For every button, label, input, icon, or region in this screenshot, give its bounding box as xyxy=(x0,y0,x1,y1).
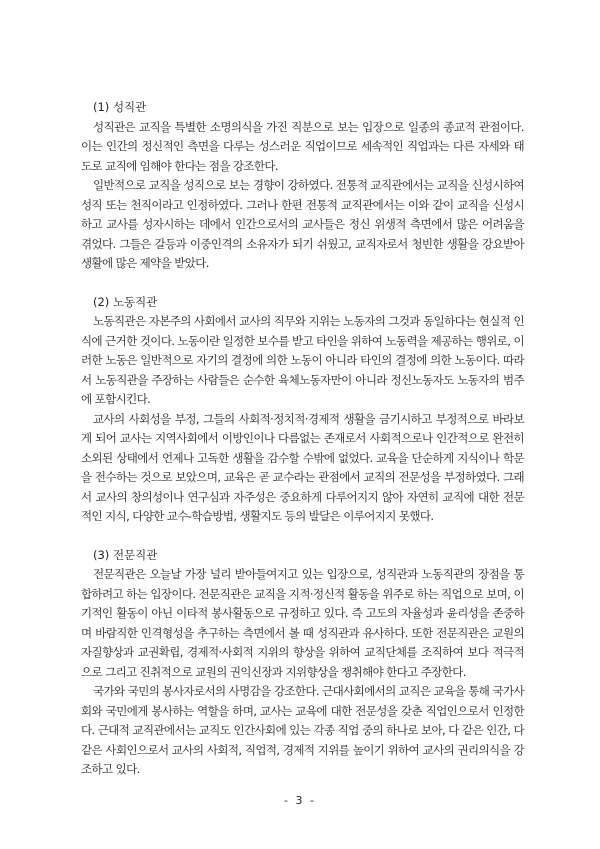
paragraph: 국가와 국민의 봉사자로서의 사명감을 강조한다. 근대사회에서의 교직은 교육을 통해 국가사회와 국민에게 봉사하는 역할을 하며, 교사는 교육에 대한 전문성을 갖춘 직업인으로서 인정한다. 근대적 교직관에서는 교직도 인간사회에 있는 각종 직업 중의 하나로 보아, 다 같은 인간, 다 같은 사회인으로서 교사의 사회적, 직업적, 경제적 지위를 높이기 위하여 교사의 권리의식을 강조하고 있다. xyxy=(81,684,524,776)
section-sacred-view xyxy=(81,98,524,274)
section-professional-view xyxy=(81,546,524,780)
document-body xyxy=(81,98,524,780)
section-heading: (2) 노동직관 xyxy=(93,294,158,309)
paragraph: 일반적으로 교직을 성직으로 보는 경향이 강하였다. 전통적 교직관에서는 교직을 신성시하여 성직 또는 천직이라고 인정하였다. 그러나 한편 전통적 교직관에서는 이와 같이 교직을 신성시하고 교사를 성자시하는 데에서 인간으로서의 교사들은 정신 위생적 측면에서 많은 어려움을 겪었다. 그들은 갈등과 이중인격의 소유자가 되기 쉬웠고, 교직자로서 청빈한 생활을 강요받아 생활에 많은 제약을 받았다. xyxy=(81,178,524,270)
section-heading: (3) 전문직관 xyxy=(93,547,158,562)
paragraph: 노동직관은 자본주의 사회에서 교사의 직무와 지위는 노동자의 그것과 동일하다는 현실적 인식에 근거한 것이다. 노동이란 일정한 보수를 받고 타인을 위하여 노동력을 제공하는 행위로, 이러한 노동은 일반적으로 자기의 결정에 의한 노동이 아니라 타인의 결정에 의한 노동이다. 따라서 노동직관을 주장하는 사람들은 순수한 육체노동자만이 아니라 정신노동자도 노동자의 범주에 포함시킨다. xyxy=(81,314,524,406)
section-heading: (1) 성직관 xyxy=(93,100,147,114)
section-labor-view xyxy=(81,293,524,527)
paragraph: 전문직관은 오늘날 가장 널리 받아들여지고 있는 입장으로, 성직관과 노동직관의 장점을 통합하려고 하는 입장이다. 전문직관은 교직을 지적·정신적 활동을 위주로 하는 직업으로 보며, 이기적인 활동이 아닌 이타적 봉사활동으로 규정하고 있다. 즉 고도의 자율성과 윤리성을 존중하며 바람직한 인격형성을 추구하는 측면에서 볼 때 성직관과 유사하다. 또한 전문직관은 교원의 자질향상과 교권확립, 경제적·사회적 지위의 향상을 위하여 교직단체를 조직하여 보다 적극적으로 그리고 진취적으로 교원의 권익신장과 지위향상을 쟁취해야 한다고 주장한다. xyxy=(81,567,524,679)
page-number: - 3 - xyxy=(284,794,316,807)
paragraph: 성직관은 교직을 특별한 소명의식을 가진 직분으로 보는 입장으로 일종의 종교적 관점이다. 이는 인간의 정신적인 측면을 다루는 성스러운 직업이므로 세속적인 직업과는 다른 자세와 태도로 교직에 임해야 한다는 점을 강조한다. xyxy=(81,119,524,173)
paragraph: 교사의 사회성을 부정, 그들의 사회적·정치적·경제적 생활을 금기시하고 부정적으로 바라보게 되어 교사는 지역사회에서 이방인이나 다름없는 존재로서 사회적으로나 인간적으로 완전히 소외된 상태에서 언제나 고독한 생활을 감수할 수밖에 없었다. 교육을 단순하게 지식이나 학문을 전수하는 것으로 보았으며, 교육은 곧 교수라는 관점에서 교직의 전문성을 부정하였다. 그래서 교사의 창의성이나 연구심과 자주성은 중요하게 다루어지지 않아 자연히 교직에 대한 전문적인 지식, 다양한 교수-학습방법, 생활지도 등의 발달은 이루어지지 못했다. xyxy=(81,411,524,523)
